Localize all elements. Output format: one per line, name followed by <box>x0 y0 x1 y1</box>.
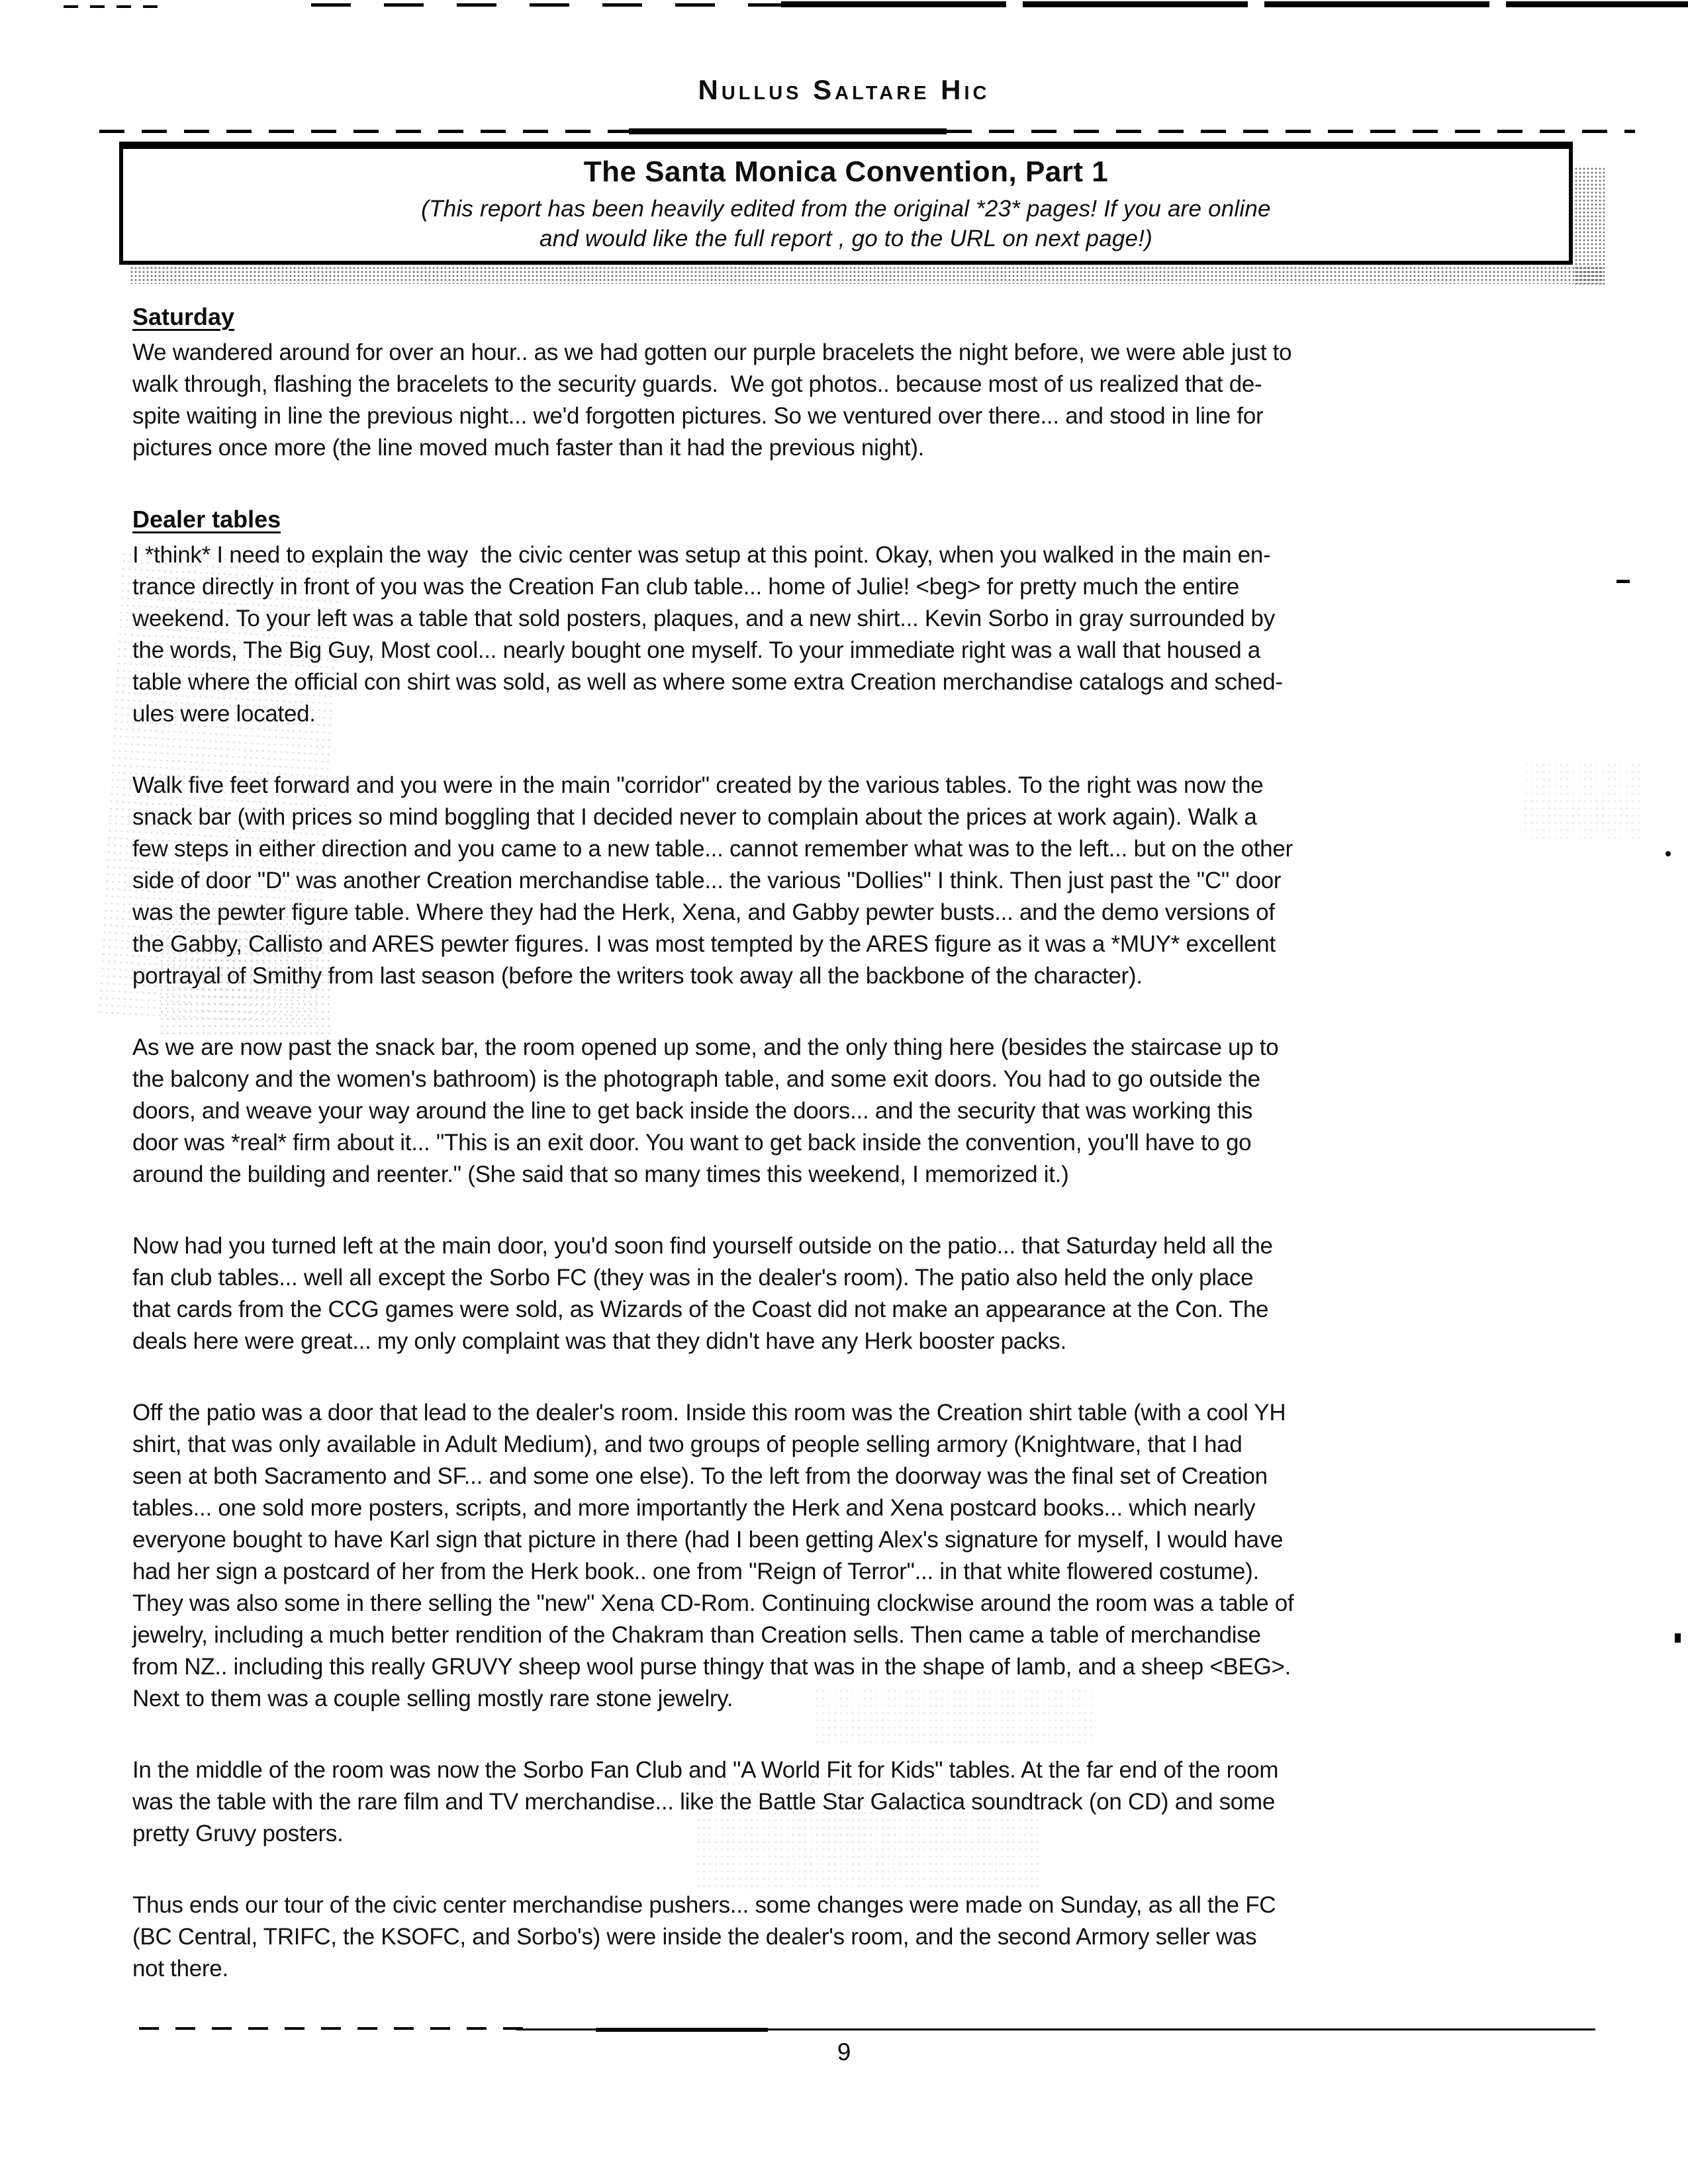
text-line: was the pewter figure table. Where they had the Herk, Xena, and Gabby pewter busts... and the demo versions of <box>132 899 1275 925</box>
text-line: the balcony and the women's bathroom) is the photograph table, and some exit doors. You had to go outside the <box>132 1066 1260 1092</box>
text-line: around the building and reenter." (She said that so many times this weekend, I memorized it.) <box>132 1161 1069 1187</box>
article-title: The Santa Monica Convention, Part 1 <box>583 156 1109 188</box>
article-body <box>132 301 1589 2025</box>
scan-noise <box>1617 580 1630 583</box>
text-line: spite waiting in line the previous night... we'd forgotten pictures. So we ventured over there... and stood in line for <box>132 403 1264 429</box>
text-line: portrayal of Smithy from last season (before the writers took away all the backbone of the character). <box>132 963 1143 989</box>
page-number: 9 <box>837 2038 851 2066</box>
text-line: We wandered around for over an hour.. as we had gotten our purple bracelets the night before, we were able just to <box>132 340 1292 365</box>
text-line: fan club tables... well all except the Sorbo FC (they was in the dealer's room). The patio also held the only place <box>132 1265 1254 1291</box>
text-line: deals here were great... my only complaint was that they didn't have any Herk booster packs. <box>132 1328 1066 1354</box>
text-line: As we are now past the snack bar, the room opened up some, and the only thing here (besides the staircase up to <box>132 1034 1279 1060</box>
scan-artifact-line <box>781 1 1688 7</box>
text-line: In the middle of the room was now the Sorbo Fan Club and "A World Fit for Kids" tables. At the far end of the room <box>132 1757 1279 1783</box>
text-line: They was also some in there selling the "new" Xena CD-Rom. Continuing clockwise around the room was a table of <box>132 1590 1294 1616</box>
text-line: tables... one sold more posters, scripts, and more importantly the Herk and Xena postcard books... which nearly <box>132 1495 1256 1521</box>
text-line: table where the official con shirt was sold, as well as where some extra Creation merchandise catalogs and sched- <box>132 669 1283 695</box>
text-line: Now had you turned left at the main door, you'd soon find yourself outside on the patio... that Saturday held all the <box>132 1233 1273 1259</box>
title-box-shadow <box>1574 167 1605 285</box>
scan-artifact-line <box>596 2028 768 2032</box>
text-line: trance directly in front of you was the Creation Fan club table... home of Julie! <beg> for pretty much the entire <box>132 574 1239 600</box>
text-line: pretty Gruvy posters. <box>132 1821 344 1846</box>
section-heading-saturday: Saturday <box>132 303 235 330</box>
text-line: from NZ.. including this really GRUVY sheep wool purse thingy that was in the shape of lamb, and a sheep <BEG>. <box>132 1654 1291 1680</box>
text-line: walk through, flashing the bracelets to the security guards. We got photos.. because most of us realized that de- <box>132 371 1262 397</box>
text-line: that cards from the CCG games were sold, as Wizards of the Coast did not make an appearance at the Con. The <box>132 1297 1269 1322</box>
text-line: not there. <box>132 1956 228 1981</box>
scan-artifact-line <box>311 3 788 7</box>
article-subtitle: (This report has been heavily edited from the original *23* pages! If you are online and would like the full report , go to the URL on next page!) <box>421 196 1271 251</box>
paragraph <box>132 1754 1589 1850</box>
text-line: Thus ends our tour of the civic center merchandise pushers... some changes were made on Sunday, as all the FC <box>132 1892 1276 1918</box>
text-line: was the table with the rare film and TV merchandise... like the Battle Star Galactica soundtrack (on CD) and some <box>132 1789 1275 1815</box>
paragraph <box>132 337 1589 464</box>
text-line: everyone bought to have Karl sign that picture in there (had I been getting Alex's signature for myself, I would have <box>132 1527 1284 1553</box>
scan-noise <box>1675 1633 1681 1643</box>
text-line: the Gabby, Callisto and ARES pewter figures. I was most tempted by the ARES figure as it was a *MUY* excellent <box>132 931 1276 957</box>
text-line: the words, The Big Guy, Most cool... nearly bought one myself. To your immediate right was a wall that housed a <box>132 637 1260 663</box>
text-line: Off the patio was a door that lead to the dealer's room. Inside this room was the Creation shirt table (with a cool YH <box>132 1400 1286 1426</box>
paragraph <box>132 1230 1589 1357</box>
title-box-shadow <box>130 266 1605 284</box>
text-line: seen at both Sacramento and SF... and some one else). To the left from the doorway was the final set of Creation <box>132 1463 1268 1489</box>
scan-artifact-line <box>64 5 163 8</box>
title-box <box>119 142 1573 265</box>
text-line: snack bar (with prices so mind boggling that I decided never to complain about the prices at work again). Walk a <box>132 804 1257 830</box>
text-line: ules were located. <box>132 701 316 727</box>
section-heading-dealer-tables: Dealer tables <box>132 506 281 533</box>
text-line: (BC Central, TRIFC, the KSOFC, and Sorbo's) were inside the dealer's room, and the second Armory seller was <box>132 1924 1257 1950</box>
scan-noise <box>1665 851 1671 856</box>
text-line: pictures once more (the line moved much faster than it had the previous night). <box>132 435 925 461</box>
scan-artifact-line <box>139 2027 536 2030</box>
text-line: I *think* I need to explain the way the civic center was setup at this point. Okay, when you walked in the main en- <box>132 542 1271 568</box>
paragraph <box>132 539 1589 730</box>
text-line: few steps in either direction and you came to a new table... cannot remember what was to the left... but on the other <box>132 836 1293 862</box>
paragraph <box>132 770 1589 992</box>
text-line: side of door "D" was another Creation merchandise table... the various "Dollies" I think. Then just past the "C" door <box>132 868 1282 893</box>
text-line: had her sign a postcard of her from the Herk book.. one from "Reign of Terror"... in that white flowered costume). <box>132 1559 1259 1584</box>
text-line: jewelry, including a much better rendition of the Chakram than Creation sells. Then came a table of merchandise <box>132 1622 1261 1648</box>
paragraph <box>132 1397 1589 1715</box>
text-line: Walk five feet forward and you were in the main "corridor" created by the various tables. To the right was now the <box>132 772 1264 798</box>
text-line: shirt, that was only available in Adult Medium), and two groups of people selling armory (Knightware, that I had <box>132 1432 1243 1457</box>
scan-artifact-line <box>629 128 947 134</box>
text-line: Next to them was a couple selling mostly rare stone jewelry. <box>132 1686 733 1711</box>
text-line: doors, and weave your way around the line to get back inside the doors... and the security that was working this <box>132 1098 1253 1124</box>
text-line: weekend. To your left was a table that sold posters, plaques, and a new shirt... Kevin Sorbo in gray surrounded by <box>132 606 1275 631</box>
text-line: door was *real* firm about it... "This is an exit door. You want to get back inside the convention, you'll have to go <box>132 1130 1252 1156</box>
paragraph <box>132 1032 1589 1191</box>
paragraph <box>132 1889 1589 1985</box>
masthead-title: Nullus Saltare Hic <box>698 74 990 105</box>
